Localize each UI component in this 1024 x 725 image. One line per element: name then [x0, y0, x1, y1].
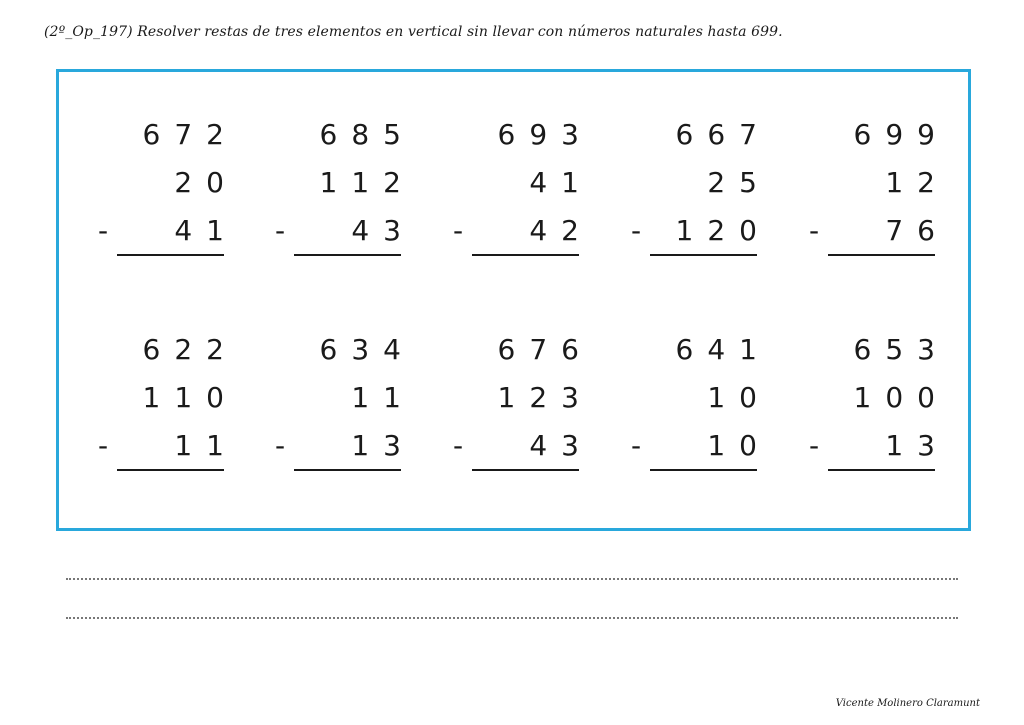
subtrahend-1: 123 — [497, 381, 593, 414]
subtrahend-1: 41 — [529, 166, 593, 199]
answer-line — [472, 469, 579, 471]
minuend: 699 — [853, 118, 949, 151]
subtrahend-1: 110 — [142, 381, 238, 414]
subtraction-exercise — [631, 115, 771, 285]
writing-line — [66, 578, 958, 580]
subtrahend-2: 76 — [885, 214, 949, 247]
minus-sign: - — [809, 429, 820, 462]
minus-sign: - — [98, 429, 109, 462]
subtrahend-1: 112 — [319, 166, 415, 199]
minus-sign: - — [453, 429, 464, 462]
subtrahend-1: 10 — [707, 381, 771, 414]
subtrahend-2: 11 — [174, 429, 238, 462]
subtrahend-1: 11 — [351, 381, 415, 414]
subtraction-exercise — [453, 115, 593, 285]
minuend: 676 — [497, 333, 593, 366]
minus-sign: - — [631, 429, 642, 462]
minuend: 622 — [142, 333, 238, 366]
subtrahend-2: 43 — [529, 429, 593, 462]
subtraction-exercise — [98, 330, 238, 500]
minuend: 641 — [675, 333, 771, 366]
subtraction-exercise — [453, 330, 593, 500]
subtrahend-2: 43 — [351, 214, 415, 247]
subtrahend-2: 13 — [351, 429, 415, 462]
subtrahend-1: 20 — [174, 166, 238, 199]
minuend: 667 — [675, 118, 771, 151]
subtrahend-1: 25 — [707, 166, 771, 199]
answer-line — [117, 469, 224, 471]
subtraction-exercise — [809, 115, 949, 285]
subtrahend-2: 10 — [707, 429, 771, 462]
subtraction-exercise — [275, 115, 415, 285]
subtrahend-2: 120 — [675, 214, 771, 247]
subtrahend-2: 41 — [174, 214, 238, 247]
subtraction-exercise — [98, 115, 238, 285]
exercise-box — [56, 69, 971, 531]
minuend: 693 — [497, 118, 593, 151]
minus-sign: - — [98, 214, 109, 247]
minuend: 672 — [142, 118, 238, 151]
subtrahend-2: 13 — [885, 429, 949, 462]
author-credit: Vicente Molinero Claramunt — [835, 698, 980, 709]
answer-line — [828, 469, 935, 471]
subtrahend-1: 100 — [853, 381, 949, 414]
minus-sign: - — [631, 214, 642, 247]
instruction-text: (2º_Op_197) Resolver restas de tres elementos en vertical sin llevar con números naturales hasta 699. — [44, 24, 783, 40]
writing-line — [66, 617, 958, 619]
answer-line — [472, 254, 579, 256]
subtraction-exercise — [275, 330, 415, 500]
subtraction-exercise — [631, 330, 771, 500]
minuend: 685 — [319, 118, 415, 151]
subtrahend-1: 12 — [885, 166, 949, 199]
minus-sign: - — [809, 214, 820, 247]
answer-line — [294, 254, 401, 256]
answer-line — [650, 254, 757, 256]
minus-sign: - — [275, 214, 286, 247]
subtrahend-2: 42 — [529, 214, 593, 247]
answer-line — [117, 254, 224, 256]
minuend: 634 — [319, 333, 415, 366]
answer-line — [650, 469, 757, 471]
subtraction-exercise — [809, 330, 949, 500]
minus-sign: - — [275, 429, 286, 462]
answer-line — [828, 254, 935, 256]
answer-line — [294, 469, 401, 471]
minuend: 653 — [853, 333, 949, 366]
minus-sign: - — [453, 214, 464, 247]
